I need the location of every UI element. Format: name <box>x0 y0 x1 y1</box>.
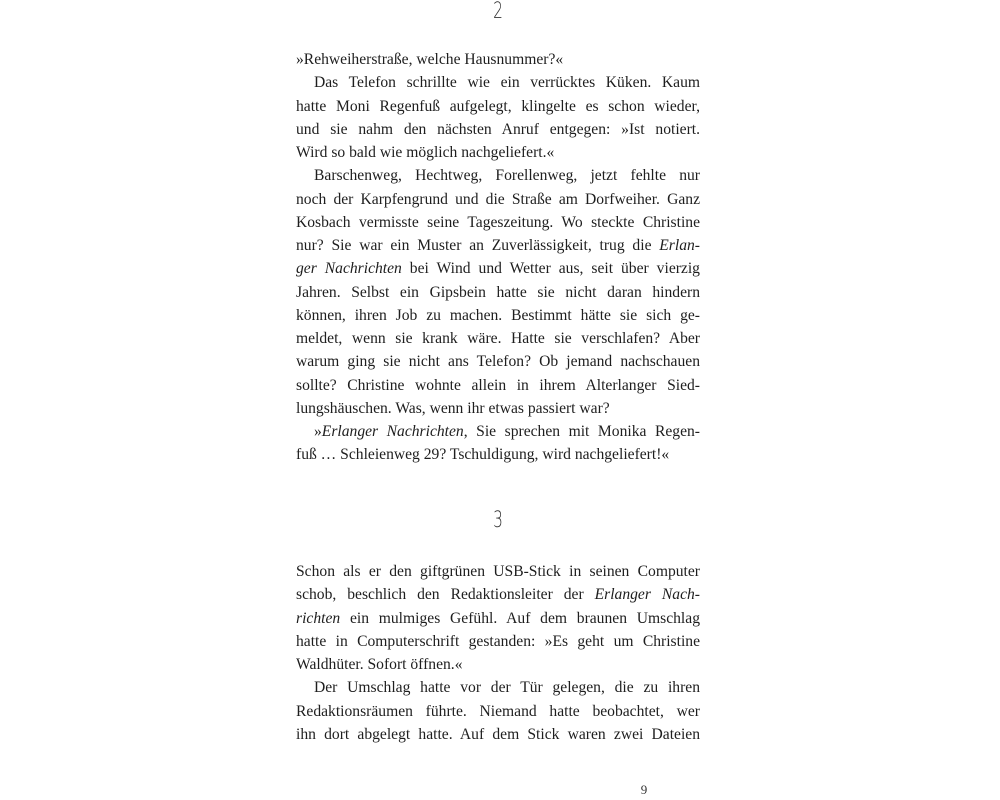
text-line: Redaktionsräumen führte. Niemand hatte beobachtet, wer <box>296 702 700 720</box>
italic-title: Erlan- <box>659 237 700 254</box>
chapter-3-text <box>296 560 700 746</box>
italic-title: ger Nachrichten <box>296 260 402 278</box>
text-line <box>296 607 700 630</box>
text-line: hatte in Computerschrift gestanden: »Es geht um Christine <box>296 632 700 650</box>
chapter-number-2: 2 <box>493 0 503 24</box>
text-line: Schon als er den giftgrünen USB-Stick in seinen Computer <box>296 563 700 580</box>
text-line: noch der Karpfengrund und die Straße am Dorfweiher. Ganz <box>296 190 700 208</box>
text-line: können, ihren Job zu machen. Bestimmt hätte sie sich ge- <box>296 306 700 324</box>
text-line: lungshäuschen. Was, wenn ihr etwas passiert war? <box>296 399 610 417</box>
text-segment: schob, beschlich den Redaktionsleiter der <box>296 586 595 604</box>
text-line: Wird so bald wie möglich nachgeliefert.« <box>296 144 555 161</box>
chapter-number-3: 3 <box>493 508 503 533</box>
text-line: Waldhüter. Sofort öffnen.« <box>296 656 463 673</box>
text-line: und sie nahm den nächsten Anruf entgegen: »Ist notiert. <box>296 120 700 138</box>
text-line: Kosbach vermisste seine Tageszeitung. Wo steckte Christine <box>296 213 700 231</box>
text-line: sollte? Christine wohnte allein in ihrem Alterlanger Sied- <box>296 376 700 394</box>
text-line: ihn dort abgelegt hatte. Auf dem Stick waren zwei Dateien <box>296 725 700 743</box>
text-line <box>296 234 700 257</box>
chapter-2-text <box>296 48 700 467</box>
text-line: warum ging sie nicht ans Telefon? Ob jemand nachschauen <box>296 353 700 371</box>
text-line <box>296 420 700 443</box>
text-segment: , Sie sprechen mit Monika Regen- <box>463 423 700 440</box>
text-line: hatte Moni Regenfuß aufgelegt, klingelte es schon wieder, <box>296 97 700 115</box>
text-line <box>296 257 700 280</box>
text-segment: » <box>314 423 322 440</box>
text-line <box>296 583 700 606</box>
text-line: meldet, wenn sie krank wäre. Hatte sie verschlafen? Aber <box>296 330 700 347</box>
text-line: fuß … Schleienweg 29? Tschuldigung, wird nachgeliefert!« <box>296 446 670 464</box>
text-line: Barschenweg, Hechtweg, Forellenweg, jetzt fehlte nur <box>314 167 700 185</box>
italic-title: Erlanger Nach- <box>594 586 700 604</box>
italic-title: Erlanger Nachrichten <box>321 423 464 440</box>
text-segment: ein mulmiges Gefühl. Auf dem braunen Umschlag <box>340 609 700 627</box>
text-line: Das Telefon schrillte wie ein verrücktes Küken. Kaum <box>314 74 700 92</box>
text-line: »Rehweiherstraße, welche Hausnummer?« <box>296 51 564 68</box>
text-line: Der Umschlag hatte vor der Tür gelegen, die zu ihren <box>314 679 700 697</box>
italic-title: richten <box>296 609 341 627</box>
text-line: Jahren. Selbst ein Gipsbein hatte sie nicht daran hindern <box>296 283 700 301</box>
page-number: 9 <box>640 782 648 797</box>
text-segment: nur? Sie war ein Muster an Zuverlässigkeit, trug die <box>296 237 660 254</box>
text-segment: bei Wind und Wetter aus, seit über vierzig <box>401 260 700 278</box>
